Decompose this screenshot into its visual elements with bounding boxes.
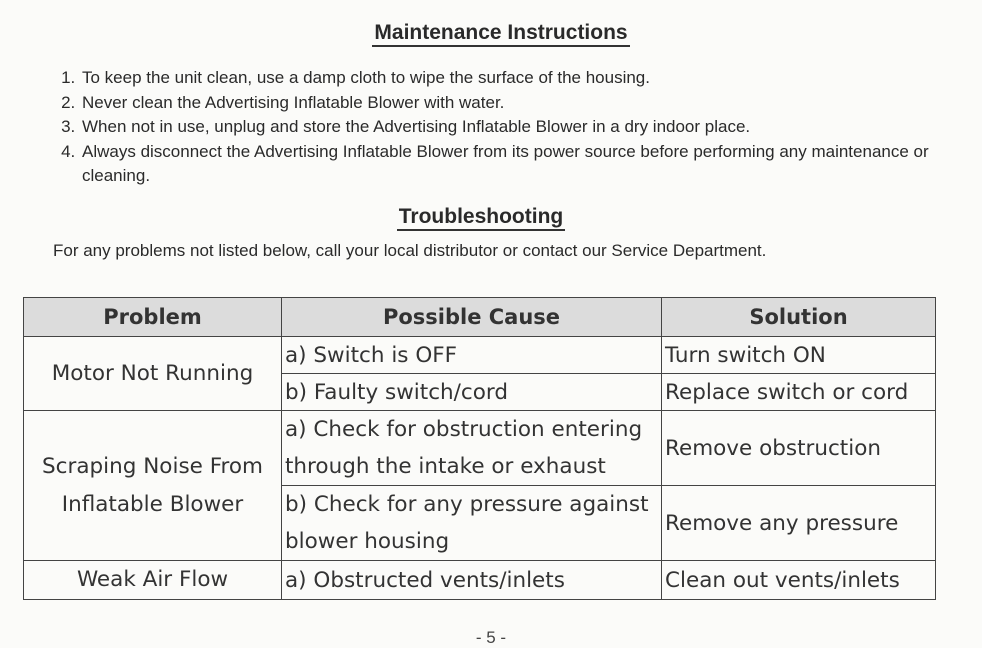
maintenance-step: 4. Always disconnect the Advertising Inflatable Blower from its power source before performing any maintenance or cleaning. (80, 140, 950, 189)
solution-cell: Replace switch or cord (662, 374, 936, 411)
cause-cell: a) Obstructed vents/inlets (282, 561, 662, 600)
cause-cell: a) Check for obstruction entering through the intake or exhaust (282, 411, 662, 486)
header-problem: Problem (24, 298, 282, 337)
troubleshooting-title: Troubleshooting (0, 205, 972, 229)
cause-cell: a) Switch is OFF (282, 337, 662, 374)
solution-cell: Clean out vents/inlets (662, 561, 936, 600)
header-cause: Possible Cause (282, 298, 662, 337)
table-row (24, 561, 936, 600)
solution-cell: Remove obstruction (662, 411, 936, 486)
maintenance-step: 1. To keep the unit clean, use a damp cloth to wipe the surface of the housing. (80, 66, 950, 91)
table-header-row (24, 298, 936, 337)
page-number: - 5 - (475, 628, 507, 647)
cause-cell: b) Faulty switch/cord (282, 374, 662, 411)
table-row (24, 411, 936, 486)
problem-cell: Motor Not Running (24, 337, 282, 411)
maintenance-step: 2. Never clean the Advertising Inflatable Blower with water. (80, 91, 950, 116)
solution-cell: Remove any pressure (662, 486, 936, 561)
maintenance-steps (53, 66, 950, 189)
table-row (24, 337, 936, 374)
header-solution: Solution (662, 298, 936, 337)
solution-cell: Turn switch ON (662, 337, 936, 374)
cause-cell: b) Check for any pressure against blower housing (282, 486, 662, 561)
problem-cell: Weak Air Flow (24, 561, 282, 600)
troubleshooting-intro: For any problems not listed below, call your local distributor or contact our Service Department. (53, 241, 767, 260)
maintenance-step: 3. When not in use, unplug and store the Advertising Inflatable Blower in a dry indoor place. (80, 115, 950, 140)
maintenance-title: Maintenance Instructions (10, 21, 982, 45)
troubleshooting-table (23, 297, 936, 600)
problem-cell: Scraping Noise From Inflatable Blower (24, 411, 282, 561)
